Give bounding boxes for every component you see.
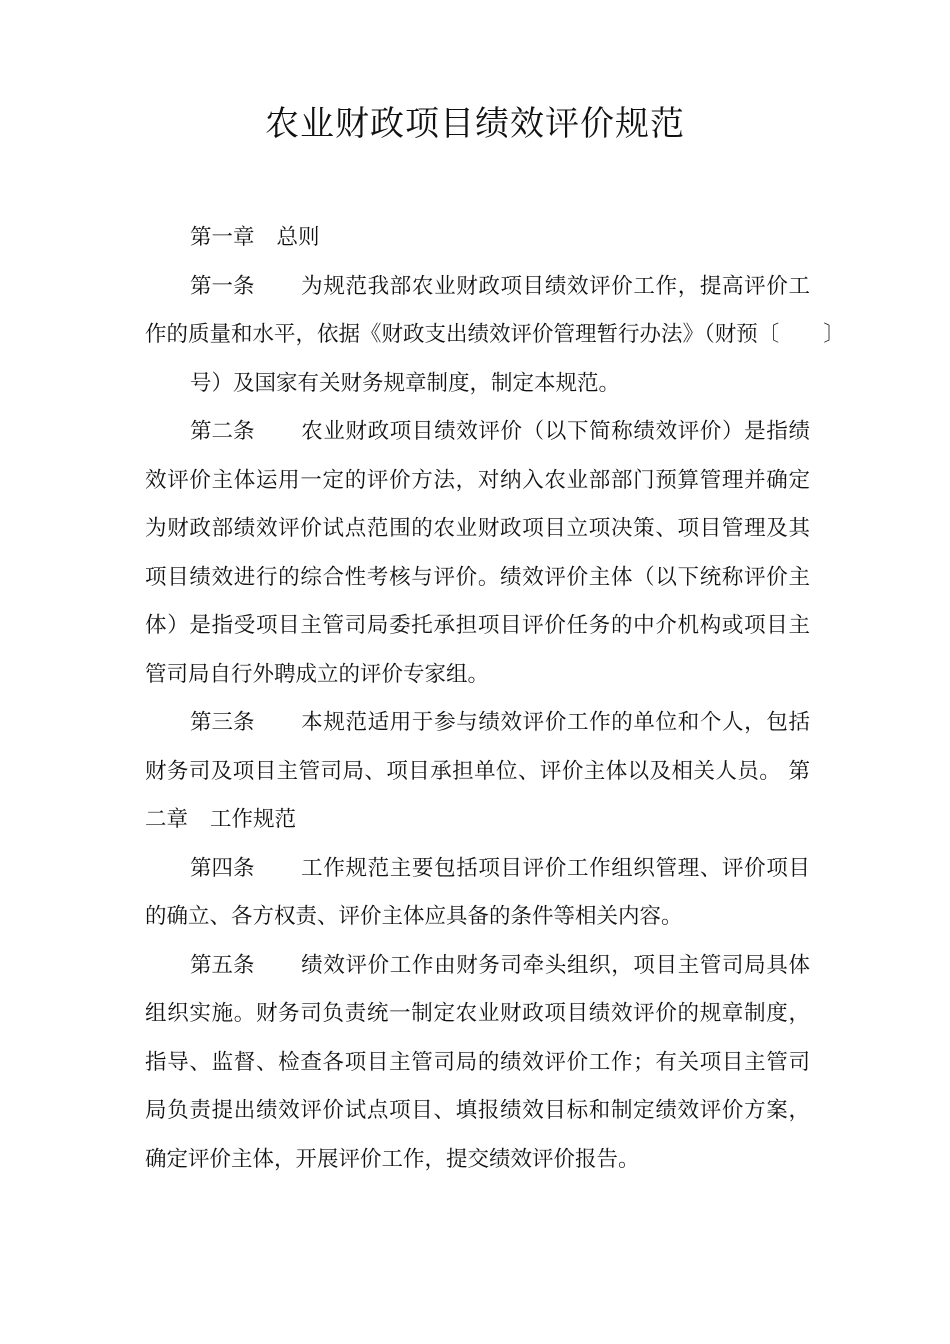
article-label: 第四条 [190, 855, 255, 881]
article-1-line-1 [145, 263, 810, 312]
paragraph-text: 号）及国家有关财务规章制度，制定本规范。 [190, 370, 621, 396]
paragraph-text: 作的质量和水平，依据《财政支出绩效评价管理暂行办法》（财预〔 [145, 322, 780, 347]
chapter-label: 二章 [145, 807, 189, 832]
article-label: 第二条 [190, 419, 255, 444]
article-5-line-5: 确定评价主体，开展评价工作，提交绩效评价报告。 [145, 1146, 640, 1172]
article-4-line-2: 的确立、各方权责、评价主体应具备的条件等相关内容。 [145, 904, 683, 929]
chapter-label: 第一章 [190, 225, 255, 250]
article-1-line-3 [145, 360, 810, 409]
paragraph-text: 农业财政项目绩效评价（以下简称绩效评价）是指绩 [300, 419, 810, 444]
chapter-name: 总则 [276, 225, 320, 250]
article-2-line-2: 效评价主体运用一定的评价方法，对纳入农业部部门预算管理并确定 [145, 467, 810, 493]
paragraph-text: 〕 [823, 322, 845, 347]
paragraph-text: 绩效评价工作由财务司牵头组织，项目主管司局具体 [300, 952, 810, 978]
document-title: 农业财政项目绩效评价规范 [265, 104, 685, 144]
chapter-name: 工作规范 [210, 807, 297, 832]
article-4-line-1 [145, 845, 810, 894]
chapter-2-heading [145, 796, 810, 845]
article-2-line-3: 为财政部绩效评价试点范围的农业财政项目立项决策、项目管理及其 [145, 516, 810, 541]
article-2-line-6: 管司局自行外聘成立的评价专家组。 [145, 661, 490, 687]
article-5-line-2: 组织实施。财务司负责统一制定农业财政项目绩效评价的规章制度， [145, 1001, 810, 1026]
article-2-line-5: 体）是指受项目主管司局委托承担项目评价任务的中介机构或项目主 [145, 613, 810, 638]
article-1-line-2 [145, 311, 845, 360]
article-label: 第五条 [190, 952, 255, 978]
paragraph-text: 工作规范主要包括项目评价工作组织管理、评价项目 [300, 855, 810, 881]
document-body [145, 214, 845, 1184]
article-label: 第一条 [190, 273, 255, 299]
paragraph-text: 为规范我部农业财政项目绩效评价工作，提高评价工 [300, 273, 810, 299]
article-5-line-3: 指导、监督、检查各项目主管司局的绩效评价工作；有关项目主管司 [145, 1049, 810, 1075]
article-3-line-1 [145, 699, 810, 748]
article-label: 第三条 [190, 710, 255, 735]
article-2-line-4: 项目绩效进行的综合性考核与评价。绩效评价主体（以下统称评价主 [145, 564, 810, 590]
chapter-heading [145, 214, 810, 263]
article-3-line-2: 财务司及项目主管司局、项目承担单位、评价主体以及相关人员。 第 [145, 758, 810, 784]
paragraph-text: 本规范适用于参与绩效评价工作的单位和个人，包括 [300, 710, 810, 735]
article-5-line-4: 局负责提出绩效评价试点项目、填报绩效目标和制定绩效评价方案， [145, 1098, 810, 1123]
article-5-line-1 [145, 942, 810, 991]
article-2-line-1 [145, 408, 810, 457]
